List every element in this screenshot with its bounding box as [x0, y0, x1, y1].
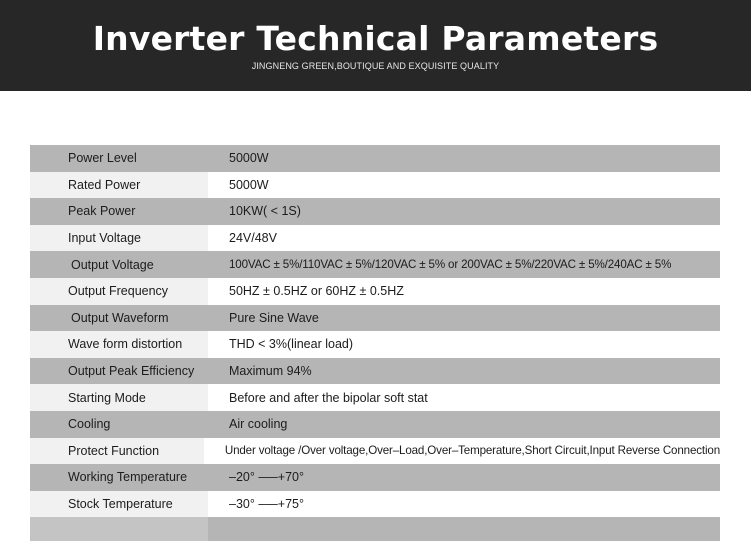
param-value: Before and after the bipolar soft stat — [229, 390, 428, 405]
param-label: Starting Mode — [30, 384, 208, 411]
param-value: –30° –—+75° — [229, 497, 304, 512]
header-banner — [0, 0, 751, 91]
table-row — [30, 384, 720, 411]
table-row — [30, 358, 720, 385]
param-value: 50HZ ± 0.5HZ or 60HZ ± 0.5HZ — [229, 284, 404, 299]
param-value: Maximum 94% — [229, 364, 312, 379]
param-value: 5000W — [229, 177, 269, 192]
page-subtitle: JINGNENG GREEN,BOUTIQUE AND EXQUISITE QUALITY — [251, 61, 500, 71]
param-label: Output Frequency — [30, 278, 208, 305]
param-label: Output Voltage — [30, 251, 208, 278]
param-value: 100VAC ± 5%/110VAC ± 5%/120VAC ± 5% or 200VAC ± 5%/220VAC ± 5%/240AC ± 5% — [229, 258, 672, 272]
param-value: 10KW( < 1S) — [229, 204, 301, 219]
table-row — [30, 331, 720, 358]
table-row — [30, 145, 720, 172]
table-row — [30, 172, 720, 199]
param-value: Under voltage /Over voltage,Over–Load,Over–Temperature,Short Circuit,Input Reverse Connection — [224, 444, 720, 458]
param-label: Peak Power — [30, 198, 208, 225]
param-label: Cooling — [30, 411, 208, 438]
footer-label-cell — [30, 517, 208, 541]
param-label: Working Temperature — [30, 464, 208, 491]
param-label: Output Peak Efficiency — [30, 358, 208, 385]
param-value: 24V/48V — [229, 231, 277, 246]
table-row — [30, 278, 720, 305]
table-row — [30, 411, 720, 438]
param-label: Power Level — [30, 145, 208, 172]
param-label: Input Voltage — [30, 225, 208, 252]
param-value: Pure Sine Wave — [229, 310, 319, 325]
param-value: Air cooling — [229, 417, 288, 432]
param-value: THD < 3%(linear load) — [229, 337, 354, 352]
table-footer-row — [30, 517, 720, 541]
table-row — [30, 464, 720, 491]
table-row — [30, 305, 720, 332]
param-value: 5000W — [229, 151, 269, 166]
param-label: Wave form distortion — [30, 331, 208, 358]
param-value: –20° –—+70° — [229, 470, 304, 485]
param-label: Protect Function — [30, 438, 204, 465]
table-row — [30, 438, 720, 465]
param-label: Stock Temperature — [30, 491, 208, 518]
param-label: Output Waveform — [30, 305, 208, 332]
page-title: Inverter Technical Parameters — [92, 19, 659, 58]
table-row — [30, 251, 720, 278]
table-row — [30, 225, 720, 252]
parameters-table — [30, 145, 720, 541]
param-label: Rated Power — [30, 172, 208, 199]
table-row — [30, 198, 720, 225]
table-row — [30, 491, 720, 518]
